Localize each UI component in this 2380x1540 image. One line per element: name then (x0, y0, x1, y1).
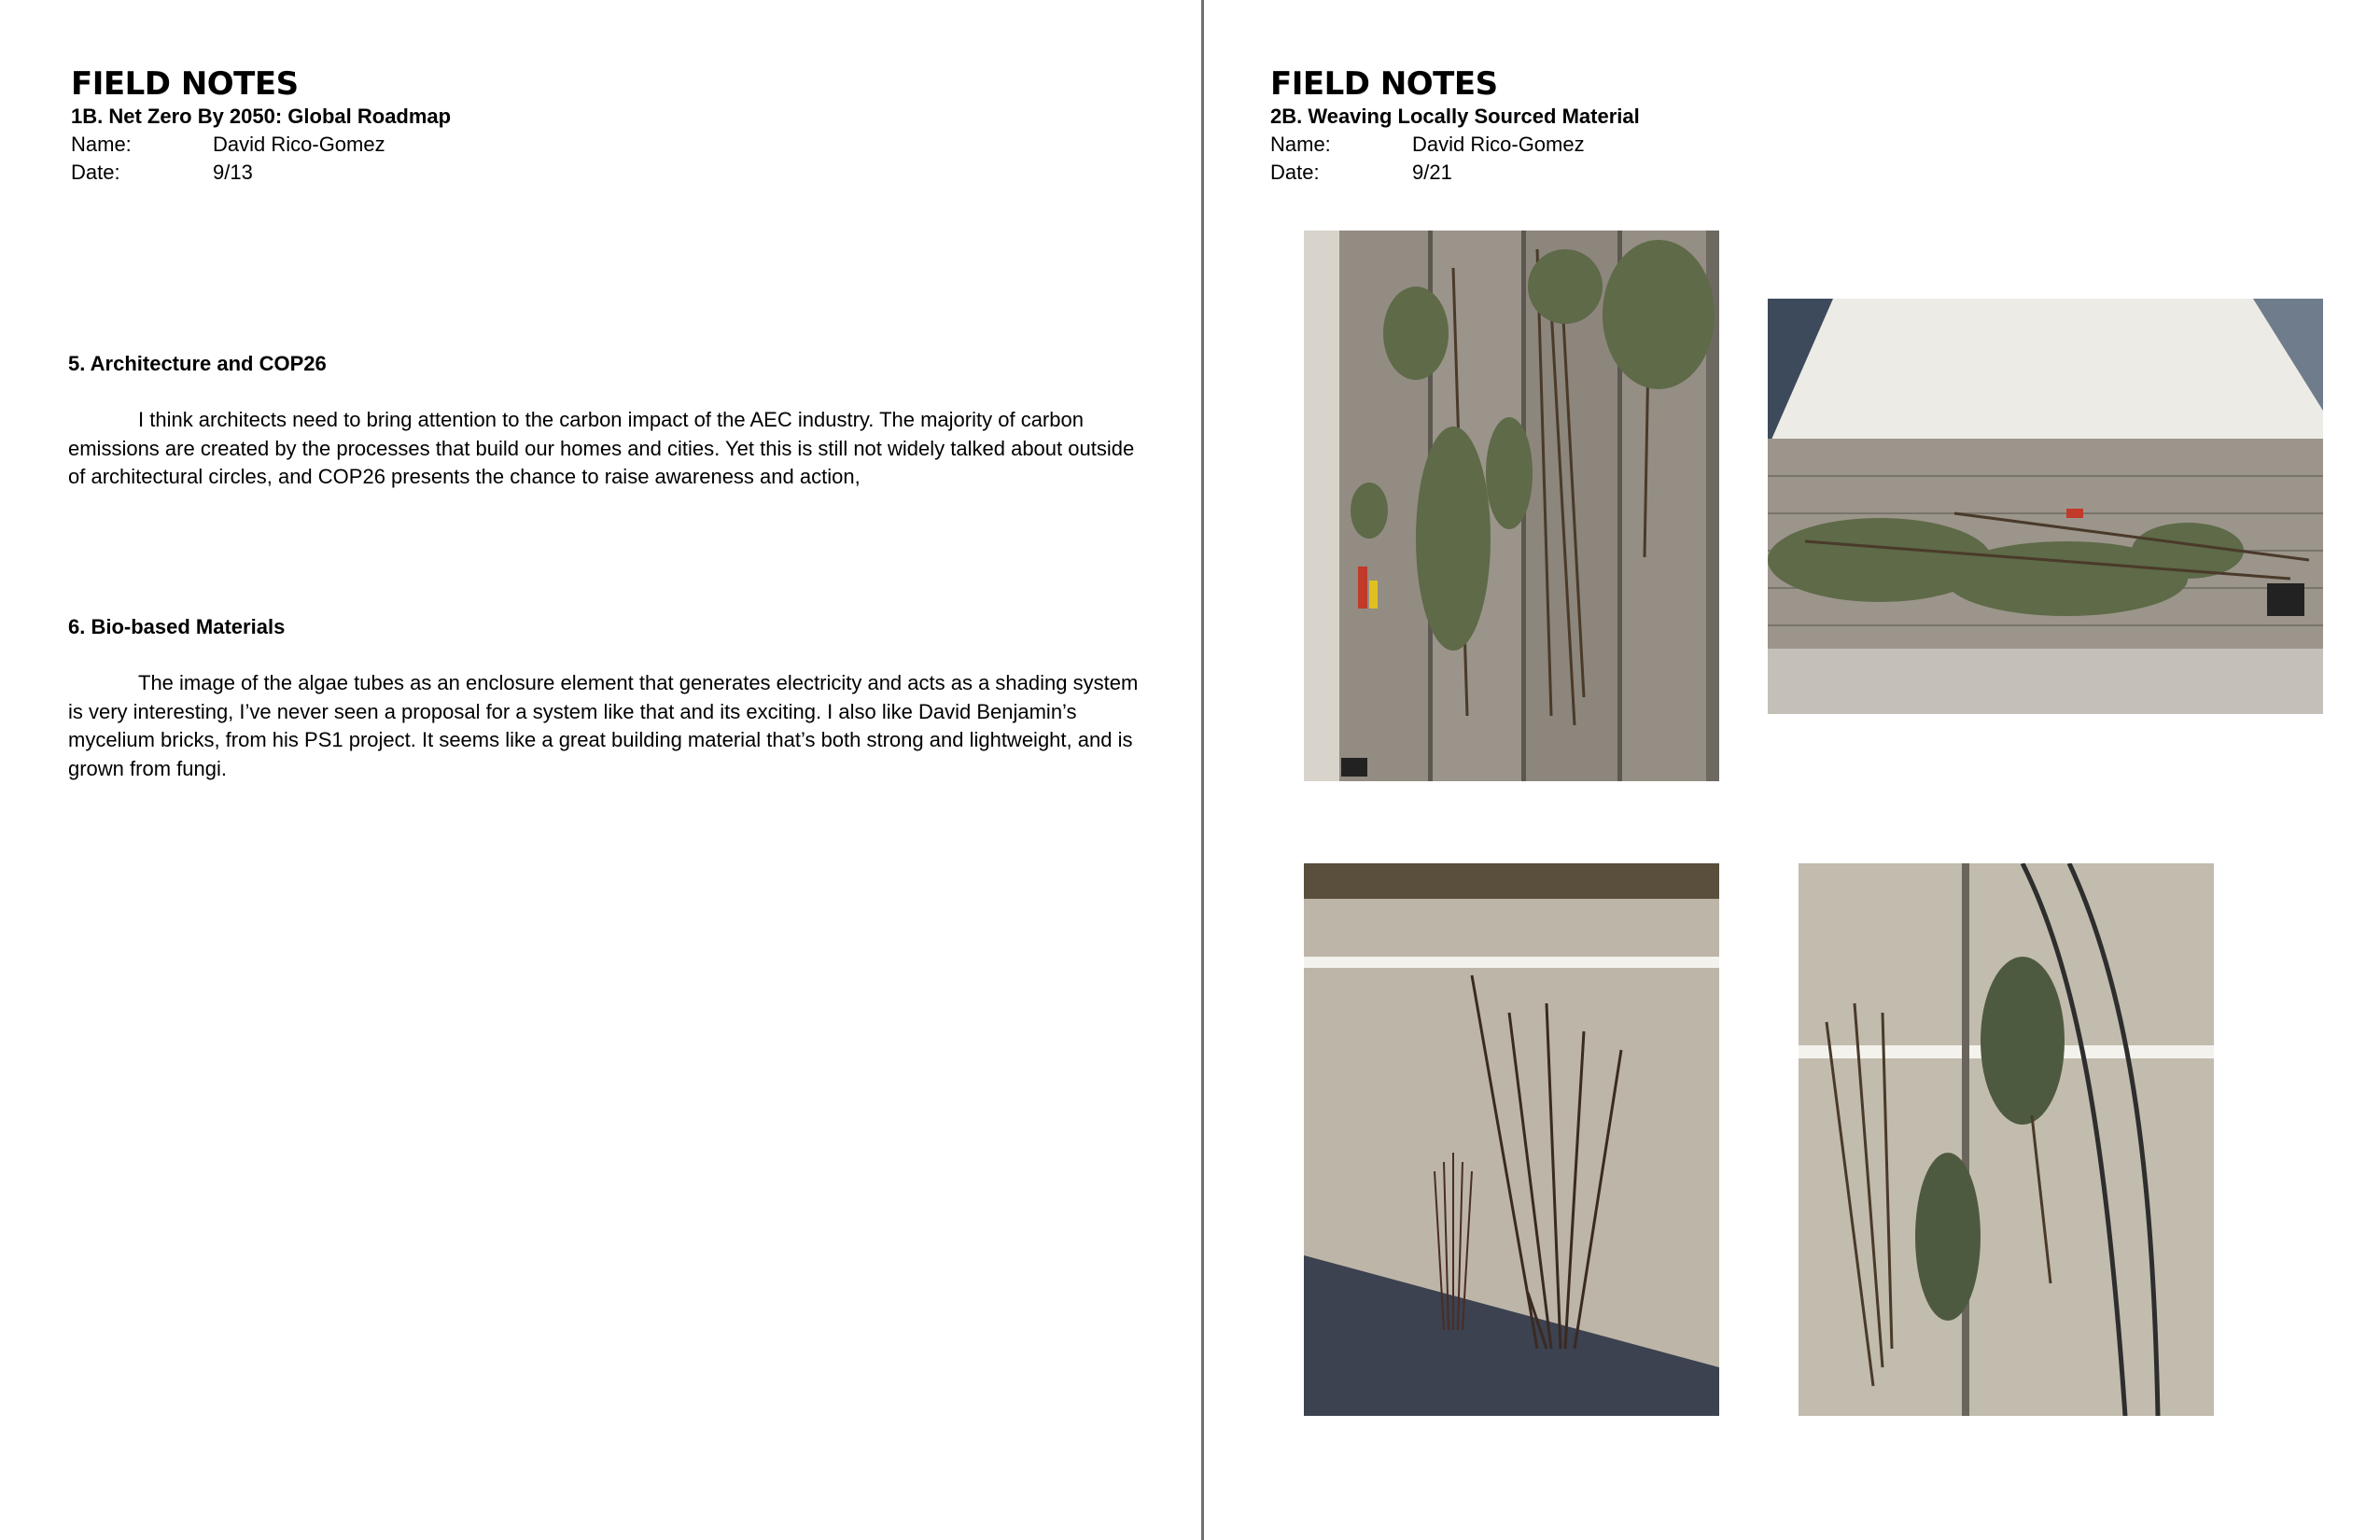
date-value: 9/21 (1412, 161, 1452, 184)
photo-foliage-with-chain (1799, 863, 2214, 1416)
name-value: David Rico-Gomez (213, 133, 385, 156)
photo-branches-under-tent (1768, 299, 2323, 714)
date-label: Date: (1270, 161, 1320, 184)
left-header (71, 65, 451, 187)
right-header (1270, 65, 1640, 187)
left-name-row (71, 131, 451, 159)
name-label: Name: (71, 133, 132, 156)
section-architecture-cop26 (68, 350, 1141, 492)
section-body: I think architects need to bring attention to the carbon impact of the AEC industry. The majority of carbon emissions are created by the processes that build our homes and cities. Yet this is still not widely talked about outside of architectural circles, and COP26 presents the chance to raise awareness and action, (68, 408, 1135, 488)
name-label: Name: (1270, 133, 1331, 156)
right-page (1201, 0, 2380, 1540)
photo-branches-on-wood-table (1304, 231, 1719, 781)
date-label: Date: (71, 161, 120, 184)
section-heading: 5. Architecture and COP26 (68, 352, 327, 375)
left-date-row (71, 159, 451, 187)
left-title: FIELD NOTES (71, 65, 299, 103)
photo-stems-on-concrete (1304, 863, 1719, 1416)
right-date-row (1270, 159, 1640, 187)
date-value: 9/13 (213, 161, 253, 184)
right-title: FIELD NOTES (1270, 65, 1498, 103)
name-value: David Rico-Gomez (1412, 133, 1585, 156)
section-bio-based-materials (68, 613, 1141, 783)
section-heading: 6. Bio-based Materials (68, 615, 286, 638)
right-name-row (1270, 131, 1640, 159)
right-subtitle: 2B. Weaving Locally Sourced Material (1270, 105, 1640, 128)
left-subtitle: 1B. Net Zero By 2050: Global Roadmap (71, 105, 452, 128)
section-body: The image of the algae tubes as an enclosure element that generates electricity and acts as a shading system is very interesting, I’ve never seen a proposal for a system like that and its exciting. I also like David Benjamin’s mycelium bricks, from his PS1 project. It seems like a great building material that’s both strong and lightweight, and is grown from fungi. (68, 671, 1139, 780)
